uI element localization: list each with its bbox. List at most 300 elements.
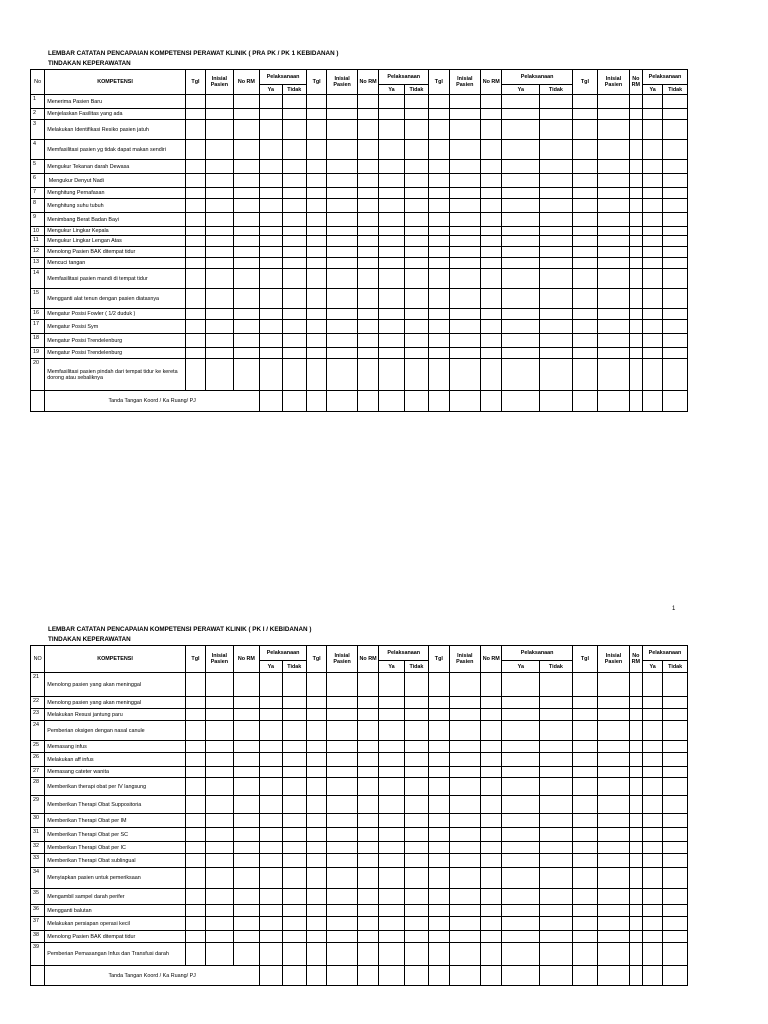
entry-cell[interactable] <box>449 828 481 842</box>
entry-cell[interactable] <box>233 673 259 697</box>
entry-cell[interactable] <box>663 842 688 854</box>
entry-cell[interactable] <box>260 905 282 917</box>
entry-cell[interactable] <box>185 697 205 709</box>
entry-cell[interactable] <box>206 842 233 854</box>
entry-cell[interactable] <box>629 673 642 697</box>
entry-cell[interactable] <box>502 917 540 931</box>
entry-cell[interactable] <box>185 767 205 778</box>
entry-cell[interactable] <box>357 247 378 258</box>
entry-cell[interactable] <box>642 120 662 140</box>
entry-cell[interactable] <box>642 697 662 709</box>
entry-cell[interactable] <box>449 868 481 889</box>
entry-cell[interactable] <box>481 741 502 753</box>
entry-cell[interactable] <box>598 905 630 917</box>
entry-cell[interactable] <box>327 269 358 289</box>
entry-cell[interactable] <box>185 854 205 868</box>
entry-cell[interactable] <box>572 109 597 120</box>
entry-cell[interactable] <box>629 854 642 868</box>
entry-cell[interactable] <box>185 213 205 227</box>
entry-cell[interactable] <box>260 109 282 120</box>
entry-cell[interactable] <box>404 258 428 269</box>
entry-cell[interactable] <box>185 269 205 289</box>
signature-cell[interactable] <box>404 966 428 986</box>
entry-cell[interactable] <box>572 753 597 767</box>
entry-cell[interactable] <box>429 767 449 778</box>
entry-cell[interactable] <box>629 796 642 814</box>
entry-cell[interactable] <box>327 943 358 966</box>
signature-cell[interactable] <box>282 966 306 986</box>
entry-cell[interactable] <box>572 258 597 269</box>
entry-cell[interactable] <box>598 753 630 767</box>
entry-cell[interactable] <box>429 753 449 767</box>
entry-cell[interactable] <box>206 236 233 247</box>
signature-cell[interactable] <box>357 966 378 986</box>
entry-cell[interactable] <box>282 320 306 334</box>
entry-cell[interactable] <box>404 247 428 258</box>
entry-cell[interactable] <box>260 227 282 236</box>
entry-cell[interactable] <box>663 160 688 174</box>
entry-cell[interactable] <box>663 709 688 721</box>
entry-cell[interactable] <box>327 854 358 868</box>
entry-cell[interactable] <box>429 213 449 227</box>
entry-cell[interactable] <box>502 828 540 842</box>
entry-cell[interactable] <box>233 854 259 868</box>
entry-cell[interactable] <box>598 334 630 348</box>
entry-cell[interactable] <box>404 721 428 741</box>
entry-cell[interactable] <box>629 359 642 391</box>
entry-cell[interactable] <box>449 227 481 236</box>
entry-cell[interactable] <box>233 931 259 943</box>
entry-cell[interactable] <box>206 289 233 309</box>
entry-cell[interactable] <box>429 289 449 309</box>
entry-cell[interactable] <box>429 247 449 258</box>
entry-cell[interactable] <box>185 943 205 966</box>
entry-cell[interactable] <box>642 721 662 741</box>
signature-cell[interactable] <box>642 966 662 986</box>
entry-cell[interactable] <box>642 767 662 778</box>
entry-cell[interactable] <box>663 828 688 842</box>
entry-cell[interactable] <box>379 269 404 289</box>
entry-cell[interactable] <box>663 140 688 160</box>
entry-cell[interactable] <box>306 931 326 943</box>
entry-cell[interactable] <box>379 842 404 854</box>
entry-cell[interactable] <box>502 188 540 199</box>
entry-cell[interactable] <box>502 842 540 854</box>
entry-cell[interactable] <box>404 673 428 697</box>
entry-cell[interactable] <box>404 943 428 966</box>
entry-cell[interactable] <box>540 247 573 258</box>
entry-cell[interactable] <box>429 348 449 359</box>
entry-cell[interactable] <box>642 213 662 227</box>
entry-cell[interactable] <box>306 289 326 309</box>
entry-cell[interactable] <box>429 778 449 796</box>
entry-cell[interactable] <box>642 289 662 309</box>
entry-cell[interactable] <box>206 854 233 868</box>
entry-cell[interactable] <box>260 796 282 814</box>
entry-cell[interactable] <box>540 889 573 905</box>
entry-cell[interactable] <box>481 767 502 778</box>
entry-cell[interactable] <box>233 359 259 391</box>
entry-cell[interactable] <box>540 269 573 289</box>
signature-cell[interactable] <box>502 966 540 986</box>
entry-cell[interactable] <box>598 120 630 140</box>
entry-cell[interactable] <box>449 796 481 814</box>
entry-cell[interactable] <box>357 673 378 697</box>
entry-cell[interactable] <box>629 140 642 160</box>
entry-cell[interactable] <box>379 931 404 943</box>
entry-cell[interactable] <box>306 269 326 289</box>
entry-cell[interactable] <box>260 721 282 741</box>
signature-cell[interactable] <box>357 391 378 412</box>
entry-cell[interactable] <box>404 889 428 905</box>
entry-cell[interactable] <box>663 309 688 320</box>
entry-cell[interactable] <box>572 359 597 391</box>
entry-cell[interactable] <box>306 753 326 767</box>
entry-cell[interactable] <box>404 213 428 227</box>
entry-cell[interactable] <box>233 320 259 334</box>
signature-cell[interactable] <box>629 391 642 412</box>
entry-cell[interactable] <box>357 767 378 778</box>
entry-cell[interactable] <box>429 188 449 199</box>
entry-cell[interactable] <box>282 199 306 213</box>
entry-cell[interactable] <box>502 348 540 359</box>
entry-cell[interactable] <box>429 140 449 160</box>
entry-cell[interactable] <box>306 842 326 854</box>
entry-cell[interactable] <box>449 359 481 391</box>
entry-cell[interactable] <box>306 709 326 721</box>
entry-cell[interactable] <box>206 905 233 917</box>
entry-cell[interactable] <box>540 359 573 391</box>
entry-cell[interactable] <box>357 334 378 348</box>
entry-cell[interactable] <box>481 227 502 236</box>
entry-cell[interactable] <box>449 697 481 709</box>
entry-cell[interactable] <box>572 796 597 814</box>
entry-cell[interactable] <box>357 796 378 814</box>
entry-cell[interactable] <box>260 174 282 188</box>
entry-cell[interactable] <box>663 741 688 753</box>
signature-cell[interactable] <box>572 966 597 986</box>
entry-cell[interactable] <box>206 120 233 140</box>
entry-cell[interactable] <box>449 854 481 868</box>
signature-cell[interactable] <box>502 391 540 412</box>
entry-cell[interactable] <box>260 188 282 199</box>
entry-cell[interactable] <box>233 160 259 174</box>
entry-cell[interactable] <box>185 905 205 917</box>
entry-cell[interactable] <box>282 247 306 258</box>
entry-cell[interactable] <box>481 140 502 160</box>
entry-cell[interactable] <box>642 199 662 213</box>
entry-cell[interactable] <box>206 109 233 120</box>
entry-cell[interactable] <box>379 227 404 236</box>
entry-cell[interactable] <box>282 741 306 753</box>
entry-cell[interactable] <box>481 120 502 140</box>
entry-cell[interactable] <box>642 160 662 174</box>
entry-cell[interactable] <box>206 709 233 721</box>
entry-cell[interactable] <box>642 917 662 931</box>
entry-cell[interactable] <box>233 778 259 796</box>
entry-cell[interactable] <box>357 889 378 905</box>
entry-cell[interactable] <box>629 709 642 721</box>
entry-cell[interactable] <box>206 889 233 905</box>
entry-cell[interactable] <box>379 359 404 391</box>
entry-cell[interactable] <box>449 188 481 199</box>
entry-cell[interactable] <box>206 673 233 697</box>
entry-cell[interactable] <box>540 174 573 188</box>
entry-cell[interactable] <box>642 842 662 854</box>
entry-cell[interactable] <box>449 905 481 917</box>
entry-cell[interactable] <box>429 227 449 236</box>
entry-cell[interactable] <box>449 917 481 931</box>
entry-cell[interactable] <box>206 309 233 320</box>
entry-cell[interactable] <box>327 109 358 120</box>
entry-cell[interactable] <box>327 741 358 753</box>
entry-cell[interactable] <box>306 868 326 889</box>
entry-cell[interactable] <box>629 721 642 741</box>
signature-cell[interactable] <box>449 391 481 412</box>
entry-cell[interactable] <box>404 236 428 247</box>
entry-cell[interactable] <box>404 188 428 199</box>
entry-cell[interactable] <box>233 236 259 247</box>
entry-cell[interactable] <box>282 943 306 966</box>
entry-cell[interactable] <box>379 120 404 140</box>
entry-cell[interactable] <box>540 931 573 943</box>
entry-cell[interactable] <box>642 188 662 199</box>
entry-cell[interactable] <box>282 814 306 828</box>
entry-cell[interactable] <box>502 120 540 140</box>
entry-cell[interactable] <box>629 309 642 320</box>
entry-cell[interactable] <box>327 778 358 796</box>
entry-cell[interactable] <box>481 348 502 359</box>
entry-cell[interactable] <box>379 236 404 247</box>
entry-cell[interactable] <box>502 905 540 917</box>
entry-cell[interactable] <box>306 814 326 828</box>
entry-cell[interactable] <box>306 227 326 236</box>
entry-cell[interactable] <box>663 767 688 778</box>
entry-cell[interactable] <box>206 828 233 842</box>
signature-cell[interactable] <box>379 966 404 986</box>
entry-cell[interactable] <box>327 140 358 160</box>
entry-cell[interactable] <box>327 697 358 709</box>
entry-cell[interactable] <box>306 188 326 199</box>
entry-cell[interactable] <box>404 120 428 140</box>
entry-cell[interactable] <box>598 188 630 199</box>
entry-cell[interactable] <box>260 120 282 140</box>
entry-cell[interactable] <box>481 289 502 309</box>
entry-cell[interactable] <box>642 95 662 109</box>
entry-cell[interactable] <box>540 709 573 721</box>
entry-cell[interactable] <box>598 721 630 741</box>
entry-cell[interactable] <box>282 721 306 741</box>
entry-cell[interactable] <box>379 320 404 334</box>
entry-cell[interactable] <box>429 320 449 334</box>
entry-cell[interactable] <box>429 309 449 320</box>
entry-cell[interactable] <box>357 697 378 709</box>
entry-cell[interactable] <box>185 814 205 828</box>
entry-cell[interactable] <box>429 174 449 188</box>
entry-cell[interactable] <box>449 258 481 269</box>
entry-cell[interactable] <box>306 247 326 258</box>
entry-cell[interactable] <box>481 269 502 289</box>
entry-cell[interactable] <box>663 868 688 889</box>
entry-cell[interactable] <box>260 320 282 334</box>
entry-cell[interactable] <box>185 868 205 889</box>
entry-cell[interactable] <box>206 95 233 109</box>
entry-cell[interactable] <box>429 258 449 269</box>
entry-cell[interactable] <box>260 741 282 753</box>
entry-cell[interactable] <box>642 140 662 160</box>
entry-cell[interactable] <box>206 140 233 160</box>
entry-cell[interactable] <box>429 741 449 753</box>
entry-cell[interactable] <box>642 709 662 721</box>
entry-cell[interactable] <box>481 814 502 828</box>
entry-cell[interactable] <box>663 95 688 109</box>
entry-cell[interactable] <box>206 943 233 966</box>
entry-cell[interactable] <box>629 767 642 778</box>
entry-cell[interactable] <box>404 778 428 796</box>
entry-cell[interactable] <box>540 199 573 213</box>
signature-cell[interactable] <box>572 391 597 412</box>
entry-cell[interactable] <box>327 95 358 109</box>
entry-cell[interactable] <box>306 140 326 160</box>
entry-cell[interactable] <box>185 174 205 188</box>
entry-cell[interactable] <box>379 289 404 309</box>
entry-cell[interactable] <box>233 767 259 778</box>
entry-cell[interactable] <box>233 247 259 258</box>
entry-cell[interactable] <box>306 109 326 120</box>
entry-cell[interactable] <box>572 269 597 289</box>
entry-cell[interactable] <box>404 697 428 709</box>
entry-cell[interactable] <box>663 943 688 966</box>
entry-cell[interactable] <box>540 348 573 359</box>
entry-cell[interactable] <box>404 814 428 828</box>
entry-cell[interactable] <box>481 359 502 391</box>
entry-cell[interactable] <box>429 868 449 889</box>
entry-cell[interactable] <box>327 889 358 905</box>
entry-cell[interactable] <box>572 289 597 309</box>
entry-cell[interactable] <box>404 320 428 334</box>
entry-cell[interactable] <box>663 213 688 227</box>
entry-cell[interactable] <box>598 889 630 905</box>
entry-cell[interactable] <box>379 796 404 814</box>
entry-cell[interactable] <box>185 917 205 931</box>
entry-cell[interactable] <box>260 309 282 320</box>
entry-cell[interactable] <box>185 227 205 236</box>
entry-cell[interactable] <box>260 673 282 697</box>
entry-cell[interactable] <box>642 309 662 320</box>
entry-cell[interactable] <box>502 95 540 109</box>
entry-cell[interactable] <box>663 236 688 247</box>
entry-cell[interactable] <box>629 842 642 854</box>
entry-cell[interactable] <box>327 721 358 741</box>
entry-cell[interactable] <box>404 348 428 359</box>
entry-cell[interactable] <box>404 289 428 309</box>
entry-cell[interactable] <box>282 359 306 391</box>
entry-cell[interactable] <box>233 828 259 842</box>
entry-cell[interactable] <box>449 842 481 854</box>
entry-cell[interactable] <box>233 753 259 767</box>
entry-cell[interactable] <box>185 673 205 697</box>
signature-cell[interactable] <box>642 391 662 412</box>
entry-cell[interactable] <box>429 95 449 109</box>
entry-cell[interactable] <box>327 289 358 309</box>
entry-cell[interactable] <box>306 95 326 109</box>
entry-cell[interactable] <box>598 359 630 391</box>
entry-cell[interactable] <box>502 767 540 778</box>
entry-cell[interactable] <box>598 109 630 120</box>
entry-cell[interactable] <box>306 889 326 905</box>
entry-cell[interactable] <box>629 95 642 109</box>
entry-cell[interactable] <box>306 174 326 188</box>
entry-cell[interactable] <box>629 269 642 289</box>
entry-cell[interactable] <box>642 236 662 247</box>
entry-cell[interactable] <box>663 109 688 120</box>
entry-cell[interactable] <box>379 673 404 697</box>
entry-cell[interactable] <box>185 334 205 348</box>
entry-cell[interactable] <box>429 889 449 905</box>
entry-cell[interactable] <box>642 258 662 269</box>
entry-cell[interactable] <box>379 889 404 905</box>
entry-cell[interactable] <box>449 236 481 247</box>
entry-cell[interactable] <box>572 160 597 174</box>
entry-cell[interactable] <box>206 917 233 931</box>
entry-cell[interactable] <box>481 868 502 889</box>
entry-cell[interactable] <box>629 931 642 943</box>
entry-cell[interactable] <box>502 174 540 188</box>
entry-cell[interactable] <box>629 905 642 917</box>
entry-cell[interactable] <box>540 905 573 917</box>
entry-cell[interactable] <box>357 120 378 140</box>
entry-cell[interactable] <box>572 741 597 753</box>
entry-cell[interactable] <box>502 943 540 966</box>
entry-cell[interactable] <box>598 709 630 721</box>
entry-cell[interactable] <box>404 767 428 778</box>
entry-cell[interactable] <box>449 160 481 174</box>
entry-cell[interactable] <box>598 767 630 778</box>
entry-cell[interactable] <box>306 258 326 269</box>
entry-cell[interactable] <box>642 334 662 348</box>
entry-cell[interactable] <box>327 842 358 854</box>
entry-cell[interactable] <box>598 160 630 174</box>
entry-cell[interactable] <box>663 753 688 767</box>
entry-cell[interactable] <box>540 943 573 966</box>
entry-cell[interactable] <box>379 767 404 778</box>
entry-cell[interactable] <box>327 174 358 188</box>
entry-cell[interactable] <box>449 289 481 309</box>
entry-cell[interactable] <box>233 348 259 359</box>
entry-cell[interactable] <box>233 95 259 109</box>
entry-cell[interactable] <box>598 348 630 359</box>
entry-cell[interactable] <box>663 258 688 269</box>
entry-cell[interactable] <box>379 905 404 917</box>
entry-cell[interactable] <box>540 140 573 160</box>
entry-cell[interactable] <box>404 199 428 213</box>
entry-cell[interactable] <box>306 778 326 796</box>
entry-cell[interactable] <box>449 213 481 227</box>
entry-cell[interactable] <box>357 868 378 889</box>
signature-cell[interactable] <box>404 391 428 412</box>
entry-cell[interactable] <box>357 721 378 741</box>
entry-cell[interactable] <box>572 931 597 943</box>
entry-cell[interactable] <box>185 120 205 140</box>
entry-cell[interactable] <box>233 258 259 269</box>
entry-cell[interactable] <box>481 174 502 188</box>
entry-cell[interactable] <box>481 917 502 931</box>
entry-cell[interactable] <box>206 814 233 828</box>
entry-cell[interactable] <box>357 828 378 842</box>
entry-cell[interactable] <box>598 931 630 943</box>
entry-cell[interactable] <box>642 741 662 753</box>
signature-cell[interactable] <box>481 966 502 986</box>
